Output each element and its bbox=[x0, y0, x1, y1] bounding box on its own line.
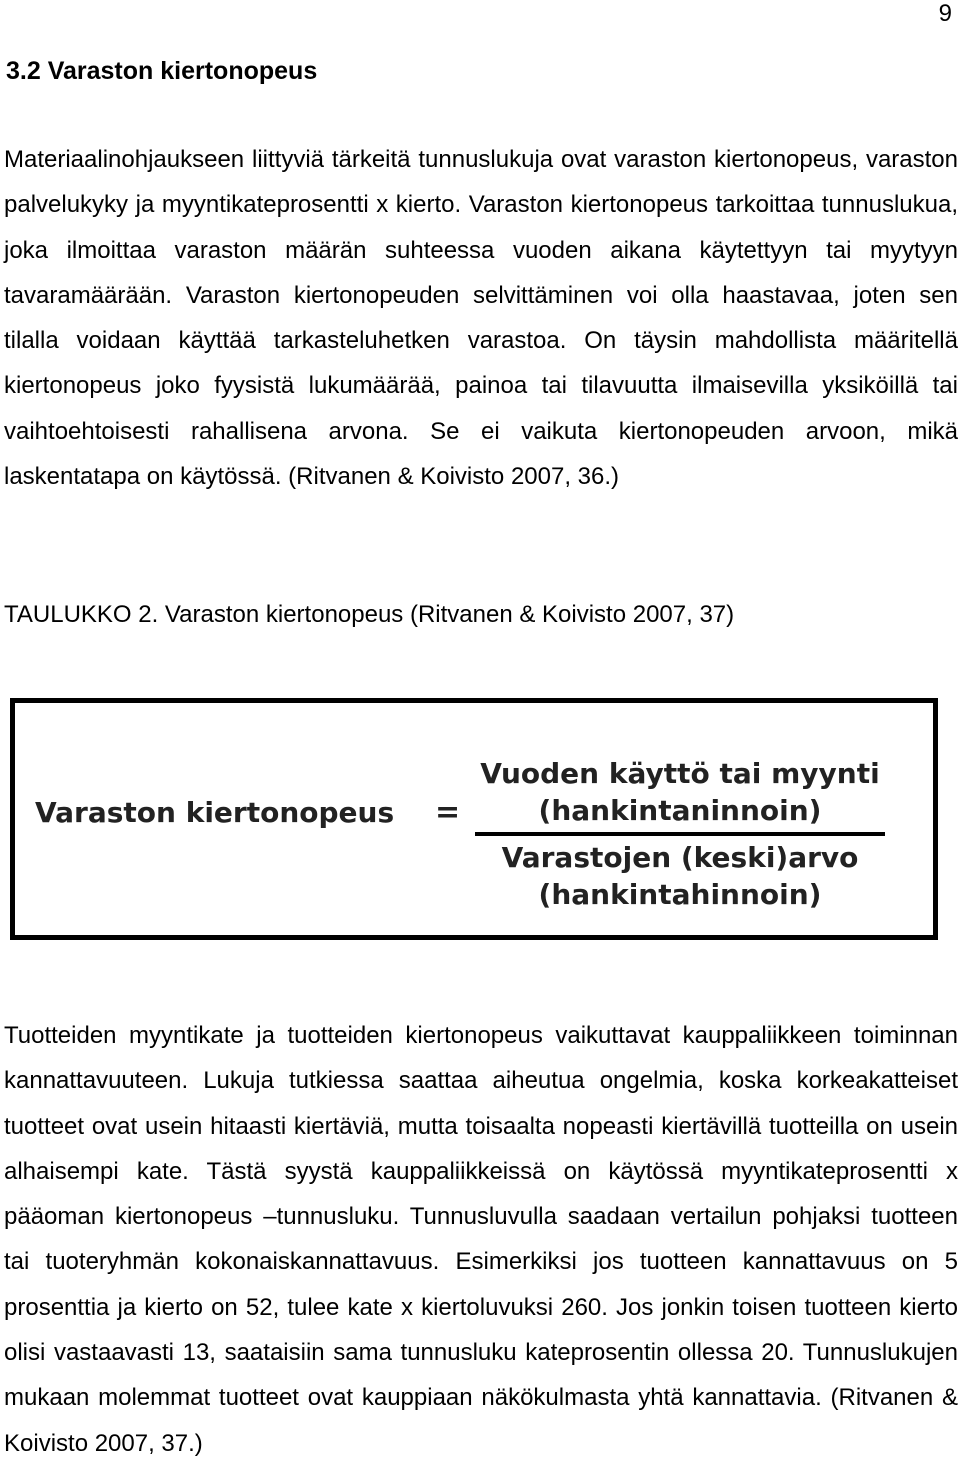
formula-lhs: Varaston kiertonopeus bbox=[35, 796, 395, 829]
table-caption: TAULUKKO 2. Varaston kiertonopeus (Ritvanen & Koivisto 2007, 37) bbox=[4, 601, 735, 628]
section-heading: 3.2 Varaston kiertonopeus bbox=[6, 57, 318, 85]
page-number: 9 bbox=[938, 0, 952, 27]
closing-paragraph: Tuotteiden myyntikate ja tuotteiden kiertonopeus vaikuttavat kauppaliikkeen toiminnan kannattavuuteen. Lukuja tutkiessa saattaa aiheutua ongelmia, koska korkeakatteiset tuotteet ovat usein hitaasti kiertäviä, mutta toisaalta nopeasti kiertävillä tuotteilla on usein alhaisempi kate. Tästä syystä kauppaliikkeissä on käytössä myyntikateprosentti x pääoman kiertonopeus –tunnusluku. Tunnusluvulla saadaan vertailun pohjaksi tuotteen tai tuoteryhmän kokonaiskannattavuus. Esimerkiksi jos tuotteen kannattavuus on 5 prosenttia ja kierto on 52, tulee kate x kiertoluvuksi 260. Jos jonkin toisen tuotteen kierto olisi vastaavasti 13, saataisiin sama tunnusluku kateprosentin ollessa 20. Tunnuslukujen mukaan molemmat tuotteet ovat kauppiaan näkökulmasta yhtä kannattavia. (Ritvanen & Koivisto 2007, 37.) bbox=[4, 1022, 958, 1457]
formula-fraction bbox=[475, 755, 885, 913]
denominator-line-2: (hankintahinnoin) bbox=[538, 878, 822, 911]
fraction-bar bbox=[475, 832, 885, 836]
formula-box bbox=[10, 698, 938, 940]
numerator-line-2: (hankintaninnoin) bbox=[538, 794, 822, 827]
numerator-line-1: Vuoden käyttö tai myynti bbox=[480, 757, 880, 790]
denominator-line-1: Varastojen (keski)arvo bbox=[501, 841, 859, 874]
formula-equals-sign: = bbox=[435, 795, 461, 830]
intro-paragraph: Materiaalinohjaukseen liittyviä tärkeitä tunnuslukuja ovat varaston kiertonopeus, varaston palvelukyky ja myyntikateprosentti x kierto. Varaston kiertonopeus tarkoittaa tunnuslukua, joka ilmoittaa varaston määrän suhteessa vuoden aikana käytettyyn tai myytyyn tavaramäärään. Varaston kiertonopeuden selvittäminen voi olla haastavaa, joten sen tilalla voidaan käyttää tarkasteluhetken varastoa. On täysin mahdollista määritellä kiertonopeus joko fyysistä lukumäärää, painoa tai tilavuutta ilmaisevilla yksiköillä tai vaihtoehtoisesti rahallisena arvona. Se ei vaikuta kiertonopeuden arvoon, mikä laskentatapa on käytössä. (Ritvanen & Koivisto 2007, 36.) bbox=[4, 146, 958, 491]
